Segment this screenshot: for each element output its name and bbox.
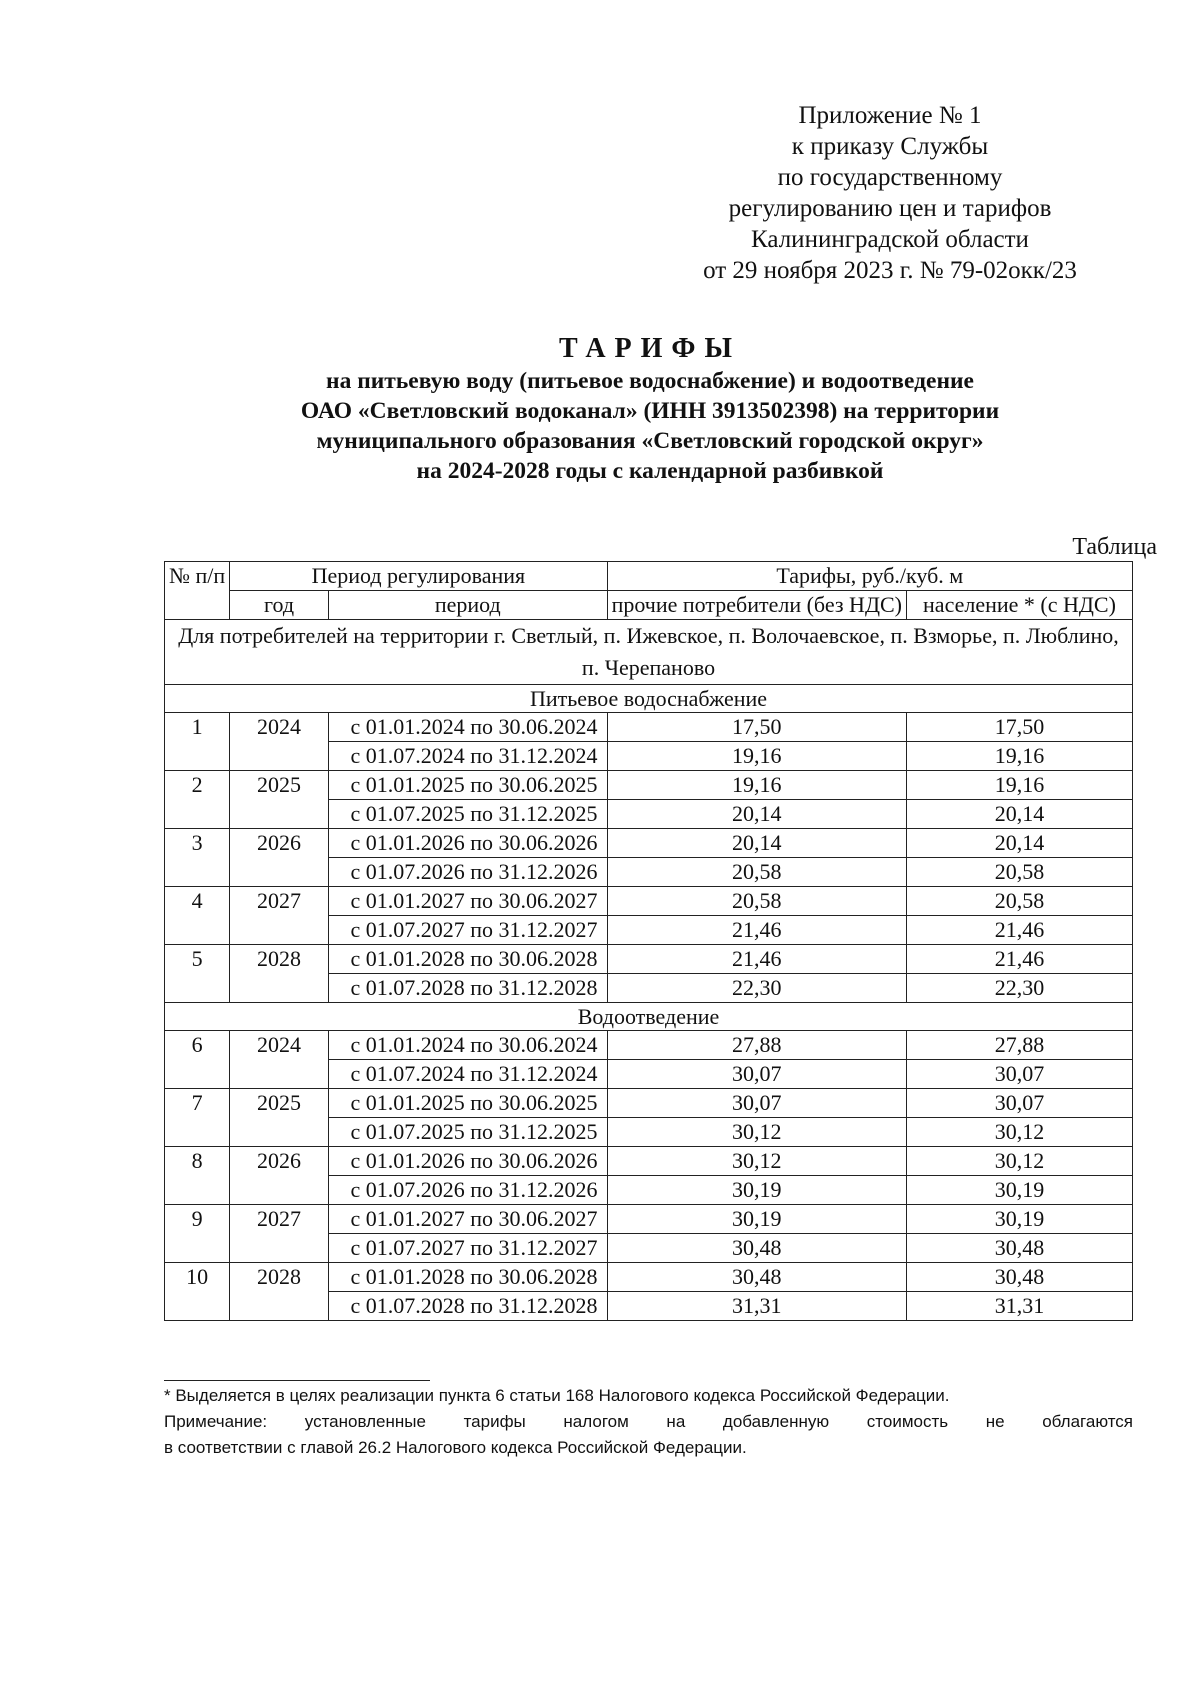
tariff-other-consumers: 21,46 <box>607 945 906 974</box>
appendix-number: Приложение № 1 <box>798 102 982 129</box>
row-period: с 01.07.2028 по 31.12.2028 <box>328 974 607 1003</box>
row-number: 6 <box>165 1031 230 1089</box>
tariff-other-consumers: 20,14 <box>607 800 906 829</box>
table-caption: Таблица <box>1072 534 1157 560</box>
tariff-population: 30,48 <box>906 1234 1132 1263</box>
tariff-other-consumers: 30,07 <box>607 1060 906 1089</box>
tariff-table <box>164 561 1133 1321</box>
zone-row: Для потребителей на территории г. Светлый, п. Ижевское, п. Волочаевское, п. Взморье, п. Люблино, п. Черепаново <box>165 620 1133 685</box>
row-period: с 01.07.2026 по 31.12.2026 <box>328 1176 607 1205</box>
row-year: 2025 <box>230 771 329 829</box>
row-period: с 01.01.2027 по 30.06.2027 <box>328 887 607 916</box>
table-row <box>165 829 1133 858</box>
tariff-other-consumers: 30,07 <box>607 1089 906 1118</box>
tariff-population: 27,88 <box>906 1031 1132 1060</box>
header-year: год <box>230 591 329 620</box>
tariff-other-consumers: 22,30 <box>607 974 906 1003</box>
tariff-other-consumers: 30,19 <box>607 1176 906 1205</box>
tariff-other-consumers: 31,31 <box>607 1292 906 1321</box>
tariff-population: 30,07 <box>906 1089 1132 1118</box>
footnote-note-line2: в соответствии с главой 26.2 Налогового кодекса Российской Федерации. <box>164 1438 747 1457</box>
tariff-other-consumers: 21,46 <box>607 916 906 945</box>
header-other-consumers: прочие потребители (без НДС) <box>607 591 906 620</box>
row-period: с 01.07.2024 по 31.12.2024 <box>328 1060 607 1089</box>
tariff-population: 22,30 <box>906 974 1132 1003</box>
tariff-other-consumers: 30,19 <box>607 1205 906 1234</box>
tariff-other-consumers: 20,14 <box>607 829 906 858</box>
tariff-population: 21,46 <box>906 945 1132 974</box>
row-number: 3 <box>165 829 230 887</box>
row-number: 7 <box>165 1089 230 1147</box>
appendix-order-date: от 29 ноября 2023 г. № 79-02окк/23 <box>703 257 1077 284</box>
row-period: с 01.01.2024 по 30.06.2024 <box>328 1031 607 1060</box>
section-title: Водоотведение <box>165 1003 1133 1031</box>
row-period: с 01.01.2028 по 30.06.2028 <box>328 945 607 974</box>
section-row <box>165 1003 1133 1031</box>
row-period: с 01.01.2028 по 30.06.2028 <box>328 1263 607 1292</box>
tariff-population: 17,50 <box>906 713 1132 742</box>
row-period: с 01.01.2026 по 30.06.2026 <box>328 829 607 858</box>
tariff-population: 20,58 <box>906 887 1132 916</box>
footnotes <box>164 1383 1133 1461</box>
tariff-population: 21,46 <box>906 916 1132 945</box>
table-row <box>165 1263 1133 1292</box>
appendix-service-line2: регулированию цен и тарифов <box>728 195 1052 222</box>
appendix-order-ref: к приказу Службы <box>791 133 989 160</box>
tariff-other-consumers: 17,50 <box>607 713 906 742</box>
row-period: с 01.07.2025 по 31.12.2025 <box>328 1118 607 1147</box>
table-row <box>165 887 1133 916</box>
footnote-note-line1: Примечание: установленные тарифы налогом на добавленную стоимость не облагаются <box>164 1412 1133 1431</box>
row-number: 9 <box>165 1205 230 1263</box>
row-year: 2027 <box>230 1205 329 1263</box>
row-period: с 01.07.2027 по 31.12.2027 <box>328 916 607 945</box>
tariff-table-body <box>165 620 1133 1321</box>
appendix-service-line1: по государственному <box>777 164 1003 191</box>
tariff-population: 30,12 <box>906 1147 1132 1176</box>
footnote-divider <box>164 1380 430 1381</box>
row-period: с 01.07.2027 по 31.12.2027 <box>328 1234 607 1263</box>
tariff-other-consumers: 20,58 <box>607 858 906 887</box>
tariff-population: 30,19 <box>906 1205 1132 1234</box>
header-population: население * (с НДС) <box>906 591 1132 620</box>
row-number: 1 <box>165 713 230 771</box>
tariff-population: 20,14 <box>906 829 1132 858</box>
row-year: 2028 <box>230 1263 329 1321</box>
table-row <box>165 945 1133 974</box>
table-row <box>165 771 1133 800</box>
tariff-other-consumers: 20,58 <box>607 887 906 916</box>
row-year: 2026 <box>230 829 329 887</box>
row-period: с 01.01.2025 по 30.06.2025 <box>328 1089 607 1118</box>
appendix-header <box>640 100 1140 286</box>
row-period: с 01.01.2024 по 30.06.2024 <box>328 713 607 742</box>
row-period: с 01.01.2027 по 30.06.2027 <box>328 1205 607 1234</box>
row-period: с 01.07.2024 по 31.12.2024 <box>328 742 607 771</box>
tariff-other-consumers: 19,16 <box>607 742 906 771</box>
row-period: с 01.01.2025 по 30.06.2025 <box>328 771 607 800</box>
row-number: 10 <box>165 1263 230 1321</box>
table-row <box>165 1205 1133 1234</box>
header-tariffs: Тарифы, руб./куб. м <box>607 562 1132 591</box>
row-period: с 01.07.2025 по 31.12.2025 <box>328 800 607 829</box>
tariff-other-consumers: 30,48 <box>607 1234 906 1263</box>
table-row <box>165 1089 1133 1118</box>
row-number: 4 <box>165 887 230 945</box>
header-regulation-period: Период регулирования <box>230 562 607 591</box>
table-row <box>165 1031 1133 1060</box>
row-period: с 01.01.2026 по 30.06.2026 <box>328 1147 607 1176</box>
tariff-population: 30,48 <box>906 1263 1132 1292</box>
tariff-population: 31,31 <box>906 1292 1132 1321</box>
title-line-2: ОАО «Светловский водоканал» (ИНН 3913502398) на территории <box>300 398 1000 424</box>
tariff-other-consumers: 30,12 <box>607 1147 906 1176</box>
footnote-asterisk: * Выделяется в целях реализации пункта 6 статьи 168 Налогового кодекса Российской Федерации. <box>164 1386 950 1405</box>
row-year: 2026 <box>230 1147 329 1205</box>
title-main: ТАРИФЫ <box>559 333 741 364</box>
title-line-4: на 2024-2028 годы с календарной разбивкой <box>416 458 884 484</box>
tariff-population: 19,16 <box>906 742 1132 771</box>
tariff-population: 20,14 <box>906 800 1132 829</box>
header-number: № п/п <box>165 562 230 620</box>
tariff-other-consumers: 30,48 <box>607 1263 906 1292</box>
tariff-population: 30,07 <box>906 1060 1132 1089</box>
row-number: 5 <box>165 945 230 1003</box>
document-title <box>120 332 1180 486</box>
tariff-other-consumers: 19,16 <box>607 771 906 800</box>
tariff-other-consumers: 30,12 <box>607 1118 906 1147</box>
row-period: с 01.07.2026 по 31.12.2026 <box>328 858 607 887</box>
title-line-1: на питьевую воду (питьевое водоснабжение) и водоотведение <box>326 368 974 394</box>
header-period: период <box>328 591 607 620</box>
row-year: 2024 <box>230 713 329 771</box>
tariff-population: 19,16 <box>906 771 1132 800</box>
row-year: 2027 <box>230 887 329 945</box>
table-row <box>165 1147 1133 1176</box>
table-row <box>165 713 1133 742</box>
row-year: 2028 <box>230 945 329 1003</box>
section-row <box>165 685 1133 713</box>
tariff-population: 30,12 <box>906 1118 1132 1147</box>
tariff-population: 30,19 <box>906 1176 1132 1205</box>
tariff-population: 20,58 <box>906 858 1132 887</box>
section-title: Питьевое водоснабжение <box>165 685 1133 713</box>
tariff-other-consumers: 27,88 <box>607 1031 906 1060</box>
row-number: 2 <box>165 771 230 829</box>
row-number: 8 <box>165 1147 230 1205</box>
row-year: 2025 <box>230 1089 329 1147</box>
title-line-3: муниципального образования «Светловский городской округ» <box>316 428 984 454</box>
row-year: 2024 <box>230 1031 329 1089</box>
row-period: с 01.07.2028 по 31.12.2028 <box>328 1292 607 1321</box>
appendix-region: Калининградской области <box>751 226 1029 253</box>
